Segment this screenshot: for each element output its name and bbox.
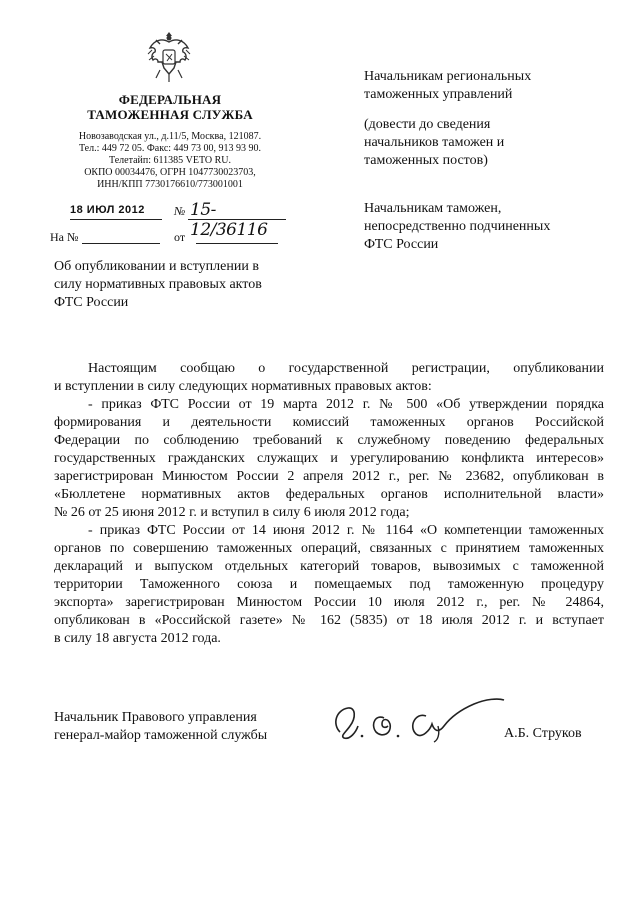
subject-line: Об опубликовании и вступлении в bbox=[54, 259, 259, 274]
contact-inn: ИНН/КПП 7730176610/773001001 bbox=[97, 179, 243, 190]
org-contacts bbox=[60, 131, 280, 191]
body-line: - приказ ФТС России от 19 марта 2012 г. № 500 «Об утверждении порядка bbox=[88, 397, 604, 412]
contact-phone: Тел.: 449 72 05. Факс: 449 73 00, 913 93 90. bbox=[78, 143, 262, 154]
number-underline bbox=[188, 219, 286, 220]
contact-address: Новозаводская ул., д.11/5, Москва, 121087. bbox=[78, 131, 262, 142]
addressee-line: (довести до сведения bbox=[364, 117, 491, 132]
org-name-line-2: ТАМОЖЕННАЯ СЛУЖБА bbox=[87, 107, 253, 122]
reference-line bbox=[50, 230, 290, 250]
registration-number-label: № bbox=[174, 204, 186, 218]
signer-position-line: генерал-майор таможенной службы bbox=[54, 728, 268, 743]
registration-number: 15-12/36116 bbox=[190, 200, 268, 240]
contact-teletype: Телетайп: 611385 VETO RU. bbox=[108, 155, 231, 166]
body-line: Федерации по соблюдению требований к служебному поведению федеральных bbox=[54, 433, 604, 448]
reference-ot-label: от bbox=[174, 230, 186, 244]
body-line: в силу 18 августа 2012 года. bbox=[54, 631, 221, 646]
body-line: Настоящим сообщаю о государственной регистрации, опубликовании bbox=[88, 361, 604, 376]
addressee-line: Начальникам региональных bbox=[364, 69, 532, 84]
addressee-line: начальников таможен и bbox=[364, 135, 505, 150]
russian-coat-of-arms-icon bbox=[146, 28, 192, 84]
body-line: «Бюллетене нормативных актов федеральных органов исполнительной власти» bbox=[54, 487, 604, 502]
addressee bbox=[364, 68, 594, 254]
body-line: опубликован в «Российской газете» № 162 (5835) от 18 июля 2012 г. и вступает bbox=[54, 613, 604, 628]
date-underline bbox=[70, 219, 162, 220]
signer-name: А.Б. Струков bbox=[504, 726, 582, 741]
body-line: - приказ ФТС России от 14 июня 2012 г. № 1164 «О компетенции таможенных bbox=[88, 523, 604, 538]
body-line: экспорта» зарегистрирован Минюстом России 10 июля 2012 г., рег. № 24864, bbox=[54, 595, 604, 610]
body-line: государственных гражданских служащих и урегулированию конфликта интересов» bbox=[54, 451, 604, 466]
reference-na-label: На № bbox=[50, 230, 79, 244]
addressee-line: ФТС России bbox=[364, 237, 439, 252]
addressee-line: Начальникам таможен, bbox=[364, 201, 502, 216]
subject-line: силу нормативных правовых актов bbox=[54, 277, 262, 292]
registration-date: 18 ИЮЛ 2012 bbox=[70, 204, 145, 216]
signer-position bbox=[54, 709, 314, 745]
body-line: органов по совершению таможенных операций, связанных с принятием таможенных bbox=[54, 541, 604, 556]
org-name-line-1: ФЕДЕРАЛЬНАЯ bbox=[118, 92, 222, 107]
reference-date-blank bbox=[196, 243, 278, 244]
body-line: деклараций и выпуском отдельных категорий товаров, вывозимых с таможенной bbox=[54, 559, 604, 574]
subject-line: ФТС России bbox=[54, 295, 129, 310]
body-line: зарегистрирован Минюстом России 2 апреля 2012 г., рег. № 23682, опубликован в bbox=[54, 469, 604, 484]
body-line: формирования и деятельности комиссий таможенных органов Российской bbox=[54, 415, 604, 430]
body-text bbox=[54, 360, 604, 648]
org-name bbox=[70, 92, 270, 122]
contact-okpo: ОКПО 00034476, ОГРН 1047730023703, bbox=[84, 167, 256, 178]
signer-position-line: Начальник Правового управления bbox=[54, 710, 257, 725]
body-line: № 26 от 25 июня 2012 г. и вступил в силу 6 июля 2012 года; bbox=[54, 505, 410, 520]
subject bbox=[54, 258, 294, 312]
body-line: и вступлении в силу следующих нормативных правовых актов: bbox=[54, 379, 432, 394]
addressee-line: таможенных управлений bbox=[364, 87, 513, 102]
addressee-line: таможенных постов) bbox=[364, 153, 488, 168]
handwritten-signature-icon bbox=[326, 696, 516, 744]
reference-number-blank bbox=[82, 243, 160, 244]
body-line: территории Таможенного союза и помещаемых под таможенную процедуру bbox=[54, 577, 604, 592]
addressee-line: непосредственно подчиненных bbox=[364, 219, 551, 234]
